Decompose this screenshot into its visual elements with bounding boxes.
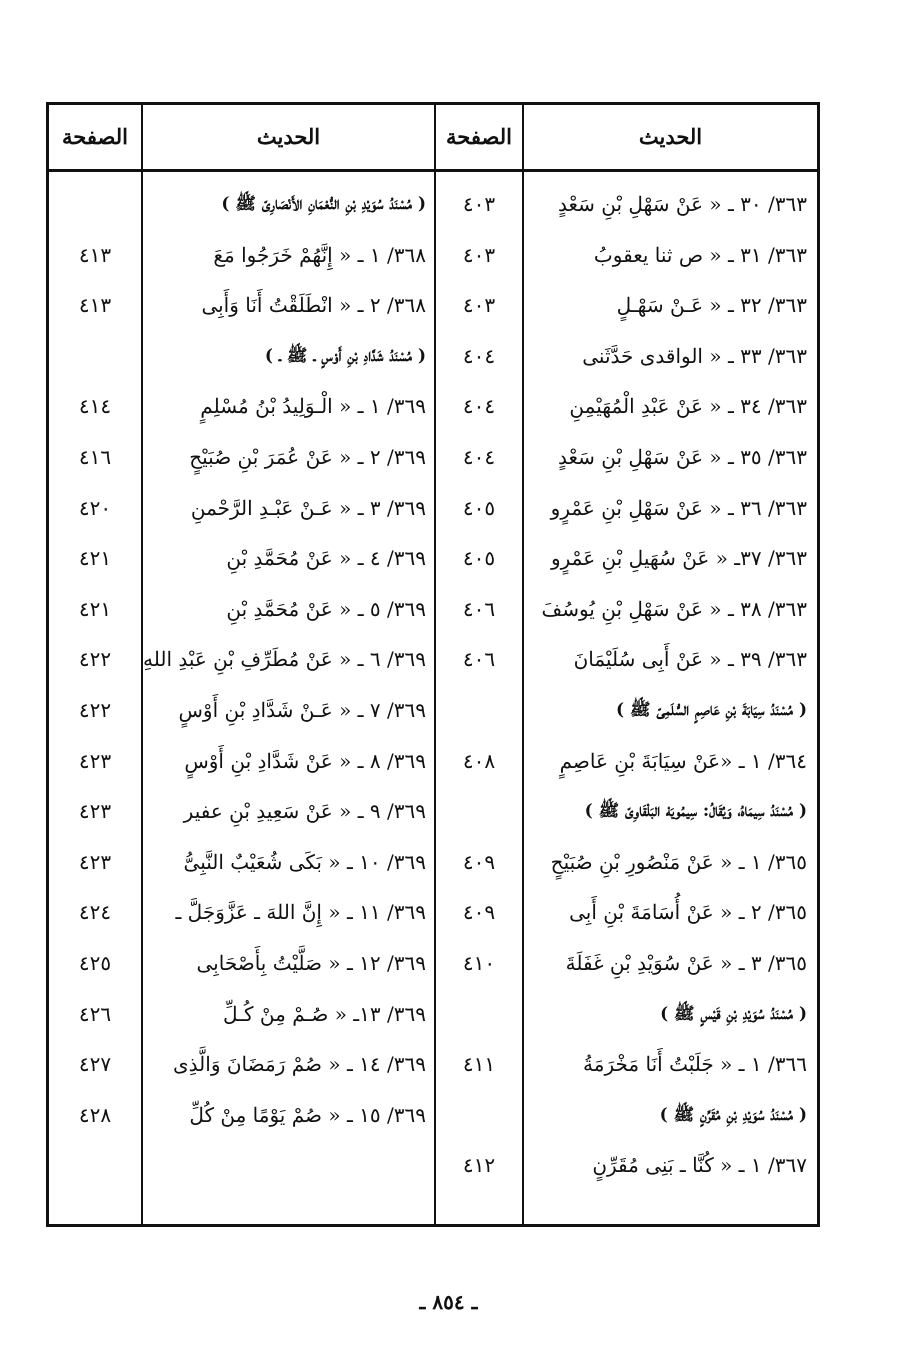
right-hadith-entry: ٣٦٣/ ٣٧ـ « عَنْ سُهَيلِ بْنِ عَمْرٍو (550, 546, 807, 570)
left-page-number: ٤٢٢ (78, 698, 112, 722)
right-hadith-entry: ٣٦٥/ ١ ـ « عَنْ مَنْصُورِ بْنِ صُبَيْحٍ (550, 850, 807, 874)
left-page-number: ٤١٤ (78, 394, 112, 418)
right-page-number: ٤٠٥ (462, 496, 496, 520)
left-page-number: ٤٢٤ (78, 900, 112, 924)
left-hadith-entry: ٣٦٩/ ١٤ ـ « صُمْ رَمَضَانَ وَالَّذِى (173, 1052, 426, 1076)
right-section-heading: ( مُسْنَدُ سِيمَاهُ، وَيُقَالُ: سِيمُويَهْ البَلْقَاوِىّ ﷺ ) (584, 801, 807, 821)
right-hadith-entry: ٣٦٣/ ٣٤ ـ « عَنْ عَبْدِ الْمُهَيْمِنِ (569, 394, 807, 418)
right-page-number: ٤١٢ (462, 1153, 496, 1177)
header-left-page: الصفحة (62, 124, 128, 149)
left-hadith-entry: ٣٦٩/ ١٥ ـ « صُمْ يَوْمًا مِنْ كُلِّ (189, 1103, 426, 1127)
right-section-heading: ( مُسْنَدُ سُوَيْدِ بْنِ قَيْسٍ ﷺ ) (660, 1004, 807, 1024)
header-right-page: الصفحة (446, 124, 512, 149)
right-section-heading: ( مُسْنَدُ سُوَيْدِ بْنِ مُقَرِّنٍ ﷺ ) (659, 1105, 807, 1125)
right-page-number: ٤٠٥ (462, 546, 496, 570)
left-section-heading: ( مُسْنَدُ شَدَّادِ بْنِ أَوْسٍ ـ ﷺ ـ ) (264, 346, 426, 366)
right-hadith-entry: ٣٦٦/ ١ ـ « جَلَبْتُ أَنَا مَخْرَمَةُ (583, 1052, 807, 1076)
left-hadith-entry: ٣٦٩/ ٨ ـ « عَنْ شَدَّادِ بْنِ أَوْسٍ (184, 749, 426, 773)
right-page-number: ٤٠٦ (462, 647, 496, 671)
column-divider-right-page (522, 105, 524, 1224)
right-page-number: ٤٠٩ (462, 850, 496, 874)
left-page-number: ٤٢٠ (78, 496, 112, 520)
left-page-number: ٤٢٣ (78, 749, 112, 773)
right-hadith-entry: ٣٦٧/ ١ ـ « كُنَّا ـ بَنِى مُقَرِّنٍ (592, 1153, 807, 1177)
left-hadith-entry: ٣٦٩/ ٦ ـ « عَنْ مُطَرِّفِ بْنِ عَبْدِ اللهِ (143, 647, 426, 671)
left-page-number: ٤٢٧ (78, 1052, 112, 1076)
left-hadith-entry: ٣٦٩/ ١١ ـ « إِنَّ اللهَ ـ عَزَّوَجَلَّ ـ (175, 900, 426, 924)
right-hadith-entry: ٣٦٥/ ٣ ـ « عَنْ سُوَيْدِ بْنِ غَفَلَةَ (565, 951, 807, 975)
left-hadith-entry: ٣٦٩/ ١٢ ـ « صَلَّيْتُ بِأَصْحَابِى (196, 951, 426, 975)
right-page-number: ٤٠٨ (462, 749, 496, 773)
left-page-number: ٤٢٦ (78, 1002, 112, 1026)
left-page-number: ٤٢٣ (78, 850, 112, 874)
left-page-number: ٤٢٢ (78, 647, 112, 671)
left-hadith-entry: ٣٦٩/ ٧ ـ « عَـنْ شَدَّادِ بْنِ أَوْسٍ (178, 698, 426, 722)
left-hadith-entry: ٣٦٩/ ٣ ـ « عَـنْ عَبْـدِ الرَّحْمنِ (190, 496, 426, 520)
right-hadith-entry: ٣٦٤/ ١ ـ «عَنْ سِيَابَةَ بْنِ عَاصِمٍ (559, 749, 807, 773)
left-hadith-entry: ٣٦٩/ ٤ ـ « عَنْ مُحَمَّدِ بْنِ (226, 546, 426, 570)
header-right-hadith: الحديث (638, 124, 703, 149)
left-hadith-entry: ٣٦٩/ ٢ ـ « عَنْ عُمَرَ بْنِ صُبَيْحٍ (189, 445, 426, 469)
right-page-number: ٤٠٤ (462, 394, 496, 418)
right-page-number: ٤١١ (462, 1052, 496, 1076)
left-page-number: ٤١٣ (78, 293, 112, 317)
right-section-heading: ( مُسْنَدُ سِيَابَةَ بْنِ عَاصِمٍ السُّلَمِىّ ﷺ ) (616, 700, 807, 720)
left-page-number: ٤٢٣ (78, 799, 112, 823)
right-hadith-entry: ٣٦٣/ ٣٣ ـ « الواقدى حَدَّثَنى (582, 344, 807, 368)
left-hadith-entry: ٣٦٩/ ٩ ـ « عَنْ سَعِيدِ بْنِ عفير (183, 799, 426, 823)
left-hadith-entry: ٣٦٩/ ١٠ ـ « بَكَى شُعَيْبٌ النَّبِىُّ (183, 850, 426, 874)
right-page-number: ٤٠٣ (462, 293, 496, 317)
left-page-number: ٤٢١ (78, 546, 112, 570)
left-hadith-entry: ٣٦٨/ ١ ـ « إِنَّهُمْ خَرَجُوا مَعَ (213, 243, 426, 267)
right-hadith-entry: ٣٦٣/ ٣٠ ـ « عَنْ سَهْلِ بْنِ سَعْدٍ (557, 192, 807, 216)
page-number: ـ ٨٥٤ ـ (419, 1290, 478, 1314)
right-page-number: ٤٠٦ (462, 597, 496, 621)
left-page-number: ٤١٣ (78, 243, 112, 267)
right-page-number: ٤١٠ (462, 951, 496, 975)
right-hadith-entry: ٣٦٣/ ٣٦ ـ « عَنْ سَهْلِ بْنِ عَمْرٍو (550, 496, 807, 520)
right-hadith-entry: ٣٦٣/ ٣٩ ـ « عَنْ أَبِى سُلَيْمَانَ (573, 647, 807, 671)
right-page-number: ٤٠٩ (462, 900, 496, 924)
index-table (46, 102, 820, 1227)
left-page-number: ٤١٦ (78, 445, 112, 469)
left-page-number: ٤٢١ (78, 597, 112, 621)
right-page-number: ٤٠٤ (462, 445, 496, 469)
right-hadith-entry: ٣٦٣/ ٣١ ـ « ص ثنا يعقوبُ (593, 243, 807, 267)
right-page-number: ٤٠٣ (462, 243, 496, 267)
right-hadith-entry: ٣٦٥/ ٢ ـ « عَنْ أُسَامَةَ بْنِ أَبِى (569, 900, 807, 924)
right-page-number: ٤٠٣ (462, 192, 496, 216)
header-divider (49, 169, 817, 172)
left-section-heading: ( مُسْنَدُ سُوَيْدِ بْنِ النُّعْمَانِ الأَنْصَارِىّ ﷺ ) (221, 194, 426, 214)
left-page-number: ٤٢٨ (78, 1103, 112, 1127)
left-hadith-entry: ٣٦٩/ ١ ـ « الْـوَلِيدُ بْنُ مُسْلِمٍ (200, 394, 426, 418)
right-hadith-entry: ٣٦٣/ ٣٨ ـ « عَنْ سَهْلِ بْنِ يُوسُفَ (541, 597, 807, 621)
left-hadith-entry: ٣٦٨/ ٢ ـ « انْطَلَقْتُ أَنَا وَأَبِى (201, 293, 426, 317)
left-page-number: ٤٢٥ (78, 951, 112, 975)
left-hadith-entry: ٣٦٩/ ١٣ـ « صُـمْ مِنْ كُـلِّ (223, 1002, 426, 1026)
right-hadith-entry: ٣٦٣/ ٣٢ ـ « عَـنْ سَهْـلٍ (616, 293, 807, 317)
header-left-hadith: الحديث (256, 124, 321, 149)
right-hadith-entry: ٣٦٣/ ٣٥ ـ « عَنْ سَهْلِ بْنِ سَعْدٍ (557, 445, 807, 469)
right-page-number: ٤٠٤ (462, 344, 496, 368)
left-hadith-entry: ٣٦٩/ ٥ ـ « عَنْ مُحَمَّدِ بْنِ (226, 597, 426, 621)
